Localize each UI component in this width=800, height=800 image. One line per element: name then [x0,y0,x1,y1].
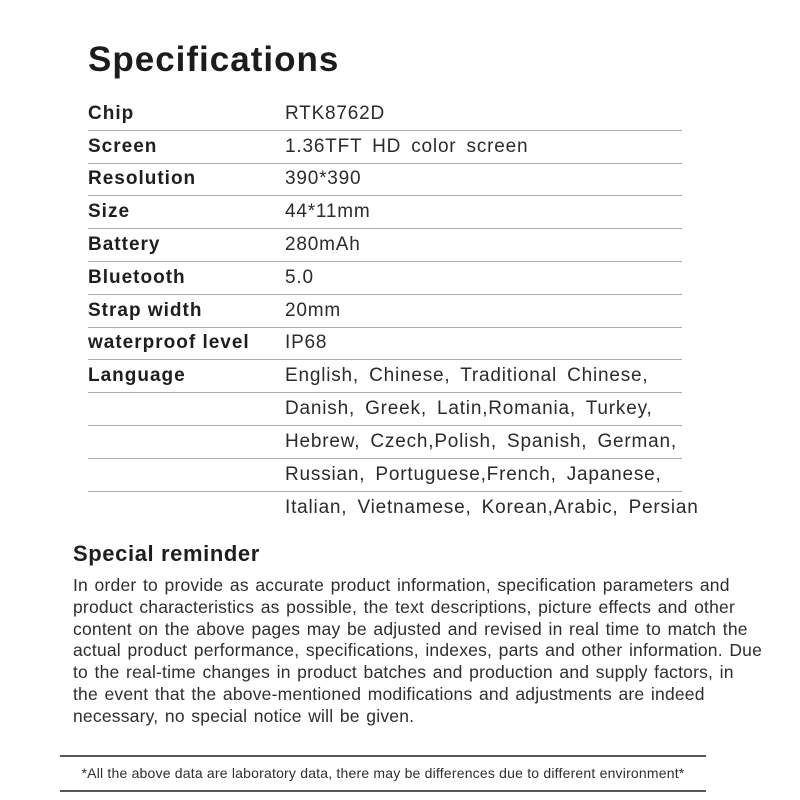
spec-table [88,98,699,524]
spec-label: Battery [88,234,161,256]
spec-row-waterproof-level [88,328,682,361]
page-title: Specifications [88,40,340,79]
spec-label: Bluetooth [88,266,186,288]
spec-value: 390*390 [285,168,362,190]
spec-label: Chip [88,102,135,124]
spec-row-strap-width [88,295,682,328]
spec-row-battery [88,229,682,262]
spec-row-language-cont-2 [88,426,682,459]
spec-value: English, Chinese, Traditional Chinese, [285,365,649,387]
footnote-text: *All the above data are laboratory data, there may be differences due to different environment* [81,765,685,781]
spec-row-language-cont-4 [88,492,699,525]
spec-value: 44*11mm [285,201,371,223]
spec-row-language [88,360,682,393]
spec-value: IP68 [285,332,328,354]
spec-row-bluetooth [88,262,682,295]
spec-value: 5.0 [285,266,314,288]
spec-value: Hebrew, Czech,Polish, Spanish, German, [285,430,677,452]
spec-row-screen [88,131,682,164]
spec-label: Language [88,365,186,387]
spec-row-chip [88,98,682,131]
spec-row-language-cont-3 [88,459,682,492]
spec-row-language-cont-1 [88,393,682,426]
spec-label: Strap width [88,299,203,321]
spec-label: Resolution [88,168,197,190]
spec-value: 1.36TFT HD color screen [285,135,529,157]
spec-label: Size [88,201,131,223]
special-reminder-heading: Special reminder [73,541,260,566]
spec-value: 20mm [285,299,341,321]
spec-value: Danish, Greek, Latin,Romania, Turkey, [285,398,653,420]
spec-value: 280mAh [285,234,361,256]
special-reminder-text: In order to provide as accurate product information, specification parameters and product characteristics as possible, the text descriptions, picture effects and other content on the above pages may be adjusted and revised in real time to match the actual product performance, specifications, indexes, parts and other information. Due to the real-time changes in product batches and production and supply factors, in the event that the above-mentioned modifications and adjustments are indeed necessary, no special notice will be given. [73,575,763,726]
spec-row-resolution [88,164,682,197]
spec-label: Screen [88,135,158,157]
spec-value: RTK8762D [285,102,386,124]
spec-label: waterproof level [88,332,250,354]
spec-value: Italian, Vietnamese, Korean,Arabic, Persian [285,496,699,518]
spec-value: Russian, Portuguese,French, Japanese, [285,463,662,485]
footnote-bar [60,755,706,792]
spec-row-size [88,196,682,229]
